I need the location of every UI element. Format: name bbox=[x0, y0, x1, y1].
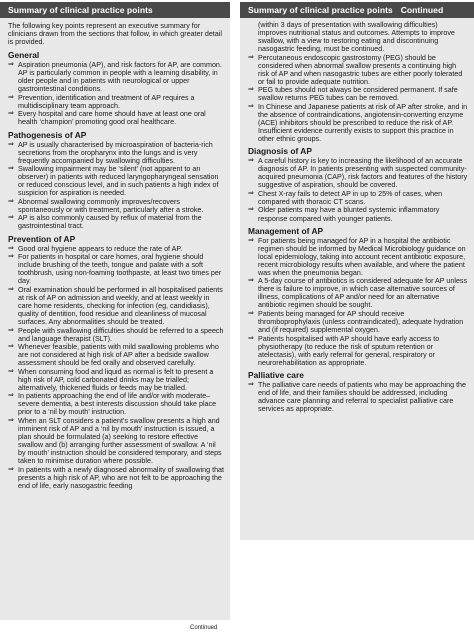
left-column bbox=[0, 2, 230, 620]
bullet-item bbox=[8, 286, 224, 326]
intro-paragraph: The following key points represent an executive summary for clinicians drawn from the sections that follow, in which greater detail is provided. bbox=[8, 22, 222, 47]
bullet-item bbox=[248, 310, 468, 334]
bullet-text: Every hospital and care home should have at least one oral health ‘champion’ promoting good oral healthcare. bbox=[18, 110, 206, 127]
bullet-text: In patients approaching the end of life and/or with moderate–severe dementia, a best interests discussion should take place prior to a ‘nil by mouth’ instruction. bbox=[18, 392, 217, 417]
right-content bbox=[240, 18, 474, 413]
left-content bbox=[0, 18, 230, 490]
left-sections bbox=[8, 50, 224, 490]
bullet-list bbox=[248, 381, 468, 413]
bullet-item bbox=[248, 86, 468, 102]
arrow-bullet-icon: ⇒ bbox=[8, 285, 14, 293]
bullet-text: Aspiration pneumonia (AP), and risk factors for AP, are common. AP is particularly common in people with a learning disability, in older people and in patients with neurological or upper gastrointestinal conditions. bbox=[18, 61, 222, 94]
bullet-text: Swallowing impairment may be ‘silent’ (not apparent to an observer) in patients with reduced laryngopharyngeal sensation or reduced conscious level, and in such patients a high index of suspicion for aspiration is needed. bbox=[18, 165, 219, 198]
bullet-item bbox=[248, 277, 468, 309]
bullet-text: Good oral hygiene appears to reduce the rate of AP. bbox=[18, 244, 183, 253]
arrow-bullet-icon: ⇒ bbox=[8, 165, 14, 173]
bullet-text: Oral examination should be performed in all hospitalised patients at risk of AP on admission and weekly, and at least weekly in care home residents, checking for infection (eg, candidiasis), quality of dentition, food residue and cleanliness of mucosal surfaces. Any abnormalities should be treated. bbox=[18, 285, 223, 326]
bullet-text: Older patients may have a blunted systemic inflammatory response compared with younger patients. bbox=[258, 206, 440, 223]
arrow-bullet-icon: ⇒ bbox=[248, 206, 254, 214]
bullet-text: For patients in hospital or care homes, oral hygiene should include brushing of the teeth, tongue and palate with a soft toothbrush, using non-foaming toothpaste, at least two times per day. bbox=[18, 253, 222, 286]
summary-title-bar bbox=[0, 2, 230, 18]
bullet-item bbox=[8, 110, 224, 126]
bullet-text: Prevention, identification and treatment of AP requires a multidisciplinary team approach. bbox=[18, 93, 195, 110]
arrow-bullet-icon: ⇒ bbox=[8, 367, 14, 375]
bullet-item bbox=[8, 466, 224, 490]
carryover-list bbox=[248, 21, 468, 143]
section-heading: Diagnosis of AP bbox=[248, 146, 312, 157]
arrow-bullet-icon: ⇒ bbox=[8, 465, 14, 473]
bullet-text: Percutaneous endoscopic gastrostomy (PEG) should be considered when abnormal swallow presents a continuing high risk of AP and when nasogastric tubes are either poorly tolerated or fail to provide adequate nutrition. bbox=[258, 53, 463, 86]
bullet-item bbox=[8, 253, 224, 285]
summary-title: Summary of clinical practice points bbox=[248, 5, 393, 15]
bullet-text: For patients being managed for AP in a hospital the antibiotic regimen should be informed by Medical Microbiology guidance on local epidemiology, taking into account recent antibiotic exposure, recent microbiology results when available, and where the patient was when the pneumonia began. bbox=[258, 236, 466, 277]
bullet-text: PEG tubes should not always be considered permanent. If safe swallow returns PEG tubes can be removed. bbox=[258, 86, 458, 103]
bullet-text: People with swallowing difficulties should be referred to a speech and language therapist (SLT). bbox=[18, 326, 224, 343]
section-heading: Pathogenesis of AP bbox=[8, 129, 87, 140]
arrow-bullet-icon: ⇒ bbox=[8, 253, 14, 261]
section-heading: Prevention of AP bbox=[8, 233, 76, 244]
bullet-text: When an SLT considers a patient’s swallow presents a high and imminent risk of AP and a ‘nil by mouth’ instruction is issued, a plan should be formulated (a) seeking to restore effective swallow and (b) arranging further assessment of swallow. A ‘nil by mouth’ instruction should be considered temporary, and steps taken to minimise duration where possible. bbox=[18, 417, 222, 466]
bullet-list bbox=[8, 141, 224, 231]
bullet-item bbox=[248, 103, 468, 143]
bullet-item bbox=[248, 381, 468, 413]
arrow-bullet-icon: ⇒ bbox=[8, 244, 14, 252]
bullet-item bbox=[248, 54, 468, 86]
arrow-bullet-icon: ⇒ bbox=[8, 61, 14, 69]
bullet-text: In Chinese and Japanese patients at risk of AP after stroke, and in the absence of contraindications, angiotensin-converting enzyme (ACE) inhibitors should be prescribed to reduce the risk of AP. Insufficient evidence currently exists to support this practice in other ethnic groups. bbox=[258, 102, 468, 144]
bullet-item bbox=[8, 141, 224, 165]
bullet-item bbox=[8, 165, 224, 197]
bullet-item bbox=[8, 94, 224, 110]
bullet-text: When consuming food and liquid as normal is felt to present a high risk of AP, cold carbonated drinks may be trialled; alternatively, thickened fluids or feeds may be trialled. bbox=[18, 367, 214, 392]
carryover-text: (within 3 days of presentation with swallowing difficulties) improves nutritional status and outcomes. Attempts to improve swallow, with a view to restoring eating and discontinuing nasogastric feeding, must be continued. bbox=[258, 21, 455, 54]
bullet-item bbox=[8, 327, 224, 343]
bullet-list bbox=[8, 245, 224, 490]
bullet-item bbox=[248, 335, 468, 367]
bullet-item bbox=[8, 214, 224, 230]
arrow-bullet-icon: ⇒ bbox=[248, 189, 254, 197]
bullet-text: A careful history is key to increasing the likelihood of an accurate diagnosis of AP. In patients presenting with suspected community-acquired pneumonia (CAP), risk factors and features of the history suggestive of aspiration, should be covered. bbox=[258, 157, 468, 190]
continued-footer: Continued bbox=[190, 625, 218, 631]
section-heading: Management of AP bbox=[248, 225, 324, 236]
bullet-list bbox=[248, 237, 468, 367]
arrow-bullet-icon: ⇒ bbox=[248, 277, 254, 285]
bullet-item bbox=[8, 417, 224, 465]
bullet-item bbox=[8, 198, 224, 214]
bullet-list bbox=[248, 157, 468, 222]
arrow-bullet-icon: ⇒ bbox=[248, 380, 254, 388]
bullet-item bbox=[8, 245, 224, 253]
arrow-bullet-icon: ⇒ bbox=[248, 236, 254, 244]
bullet-item bbox=[8, 61, 224, 93]
summary-title: Summary of clinical practice points bbox=[8, 5, 153, 15]
arrow-bullet-icon: ⇒ bbox=[248, 310, 254, 317]
arrow-bullet-icon: ⇒ bbox=[248, 334, 254, 342]
summary-title-bar-continued bbox=[240, 2, 474, 18]
section-heading: General bbox=[8, 50, 40, 61]
bullet-item bbox=[248, 206, 468, 222]
bullet-text: Chest X-ray fails to detect AP in up to 25% of cases, when compared with thoracic CT scans. bbox=[258, 189, 443, 206]
bullet-item bbox=[8, 343, 224, 367]
arrow-bullet-icon: ⇒ bbox=[8, 93, 14, 101]
arrow-bullet-icon: ⇒ bbox=[248, 102, 254, 110]
arrow-bullet-icon: ⇒ bbox=[8, 214, 14, 222]
arrow-bullet-icon: ⇒ bbox=[248, 53, 254, 61]
arrow-bullet-icon: ⇒ bbox=[248, 157, 254, 165]
bullet-item bbox=[248, 157, 468, 189]
bullet-text: In patients with a newly diagnosed abnormality of swallowing that presents a high risk of AP, who are not felt to be approaching the end of life, early nasogastric feeding bbox=[18, 465, 225, 490]
arrow-bullet-icon: ⇒ bbox=[8, 326, 14, 334]
bullet-text: Abnormal swallowing commonly improves/recovers spontaneously or with treatment, particularly after a stroke. bbox=[18, 197, 204, 214]
bullet-text: A 5-day course of antibiotics is considered adequate for AP unless there is failure to improve, in which case alternative sources of illness, complications of AP and/or need for an alternative antibiotic regimen should be sought. bbox=[258, 277, 468, 310]
bullet-list bbox=[8, 61, 224, 126]
bullet-text: Patients being managed for AP should receive thromboprophylaxis (unless contraindicated), adequate hydration and (if required) supplemental oxygen. bbox=[258, 310, 464, 335]
bullet-item bbox=[8, 368, 224, 392]
continued-label: Continued bbox=[400, 5, 444, 15]
arrow-bullet-icon: ⇒ bbox=[8, 197, 14, 205]
bullet-item bbox=[248, 190, 468, 206]
bullet-text: Patients hospitalised with AP should have early access to physiotherapy (to reduce the risk of sputum retention or atelectasis), with early referral for general, respiratory or neurorehabilitation as appropriate. bbox=[258, 334, 440, 367]
arrow-bullet-icon: ⇒ bbox=[8, 140, 14, 148]
bullet-text: The palliative care needs of patients who may be approaching the end of life, and their families should be addressed, including advance care planning and referral to specialist palliative care services as appropriate. bbox=[258, 380, 467, 413]
bullet-text: Whenever feasible, patients with mild swallowing problems who are not considered at high risk of AP after a bedside swallow assessment should be fed orally and observed carefully. bbox=[18, 343, 219, 368]
right-column bbox=[240, 2, 474, 540]
arrow-bullet-icon: ⇒ bbox=[8, 343, 14, 351]
arrow-bullet-icon: ⇒ bbox=[248, 86, 254, 94]
bullet-text: AP is also commonly caused by reflux of material from the gastrointestinal tract. bbox=[18, 214, 202, 231]
right-sections bbox=[248, 146, 468, 413]
bullet-item bbox=[8, 392, 224, 416]
section-heading: Palliative care bbox=[248, 369, 304, 380]
arrow-bullet-icon: ⇒ bbox=[8, 417, 14, 425]
arrow-bullet-icon: ⇒ bbox=[8, 392, 14, 400]
bullet-item bbox=[248, 237, 468, 277]
arrow-bullet-icon: ⇒ bbox=[8, 110, 14, 118]
bullet-text: AP is usually characterised by microaspiration of bacteria-rich secretions from the oropharynx into the lungs and is very frequently accompanied by swallowing difficulties. bbox=[18, 140, 213, 165]
